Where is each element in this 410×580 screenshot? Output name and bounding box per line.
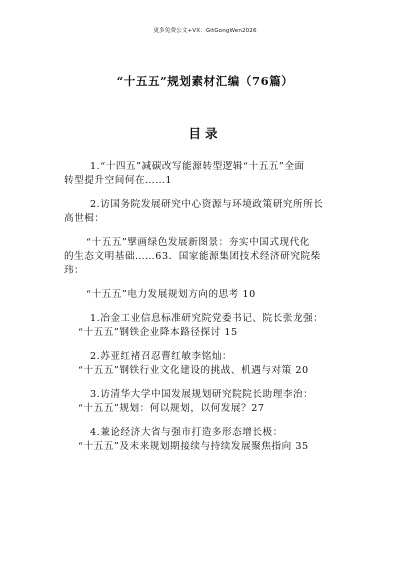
toc-entry-line: “十五五”钢铁行业文化建设的挑战、机遇与对策 20 [78, 365, 309, 376]
toc-entry-line: 1.“十四五”减碳改写能源转型逻辑“十五五”全面 [90, 161, 305, 172]
toc-entry-line: 2.苏亚红褚召忍曹红敏李铭灿： [90, 351, 233, 362]
toc-entry-line: 高世楫： [64, 213, 105, 224]
table-of-contents [64, 160, 354, 454]
toc-entry-line: 玮： [64, 265, 85, 276]
toc-entry-line: “十五五”规划：何以规划，以何发展？27 [78, 403, 265, 414]
toc-entry-line: 1.冶金工业信息标准研究院党委书记、院长张龙强： [90, 313, 324, 324]
toc-entry-line: “十五五”擘画绿色发展新图景：夯实中国式现代化 [86, 237, 310, 248]
toc-entry-line: 4.兼论经济大省与强市打造多形态增长极： [90, 427, 283, 438]
toc-entry-line: “十五五”电力发展规划方向的思考 10 [86, 289, 256, 300]
toc-entry-line: 转型提升空间何在……1 [64, 175, 173, 186]
toc-entry-line: 2.访国务院发展研究中心资源与环境政策研究所所长 [90, 199, 324, 210]
toc-entry-line: 的生态文明基础……63．国家能源集团技术经济研究院柴 [64, 251, 321, 262]
toc-entry-line: “十五五”及未来规划期接续与持续发展聚焦指向 35 [78, 441, 309, 452]
document-title: “十五五”规划素材汇编（76篇） [116, 74, 294, 88]
toc-heading: 目录 [188, 126, 222, 141]
header-note: 更多免费公文+VX：GitGongWen2026 [153, 28, 257, 34]
toc-entry-line: “十五五”钢铁企业降本路径探讨 15 [78, 327, 238, 338]
toc-entry-line: 3.访清华大学中国发展规划研究院院长助理李治： [90, 389, 314, 400]
